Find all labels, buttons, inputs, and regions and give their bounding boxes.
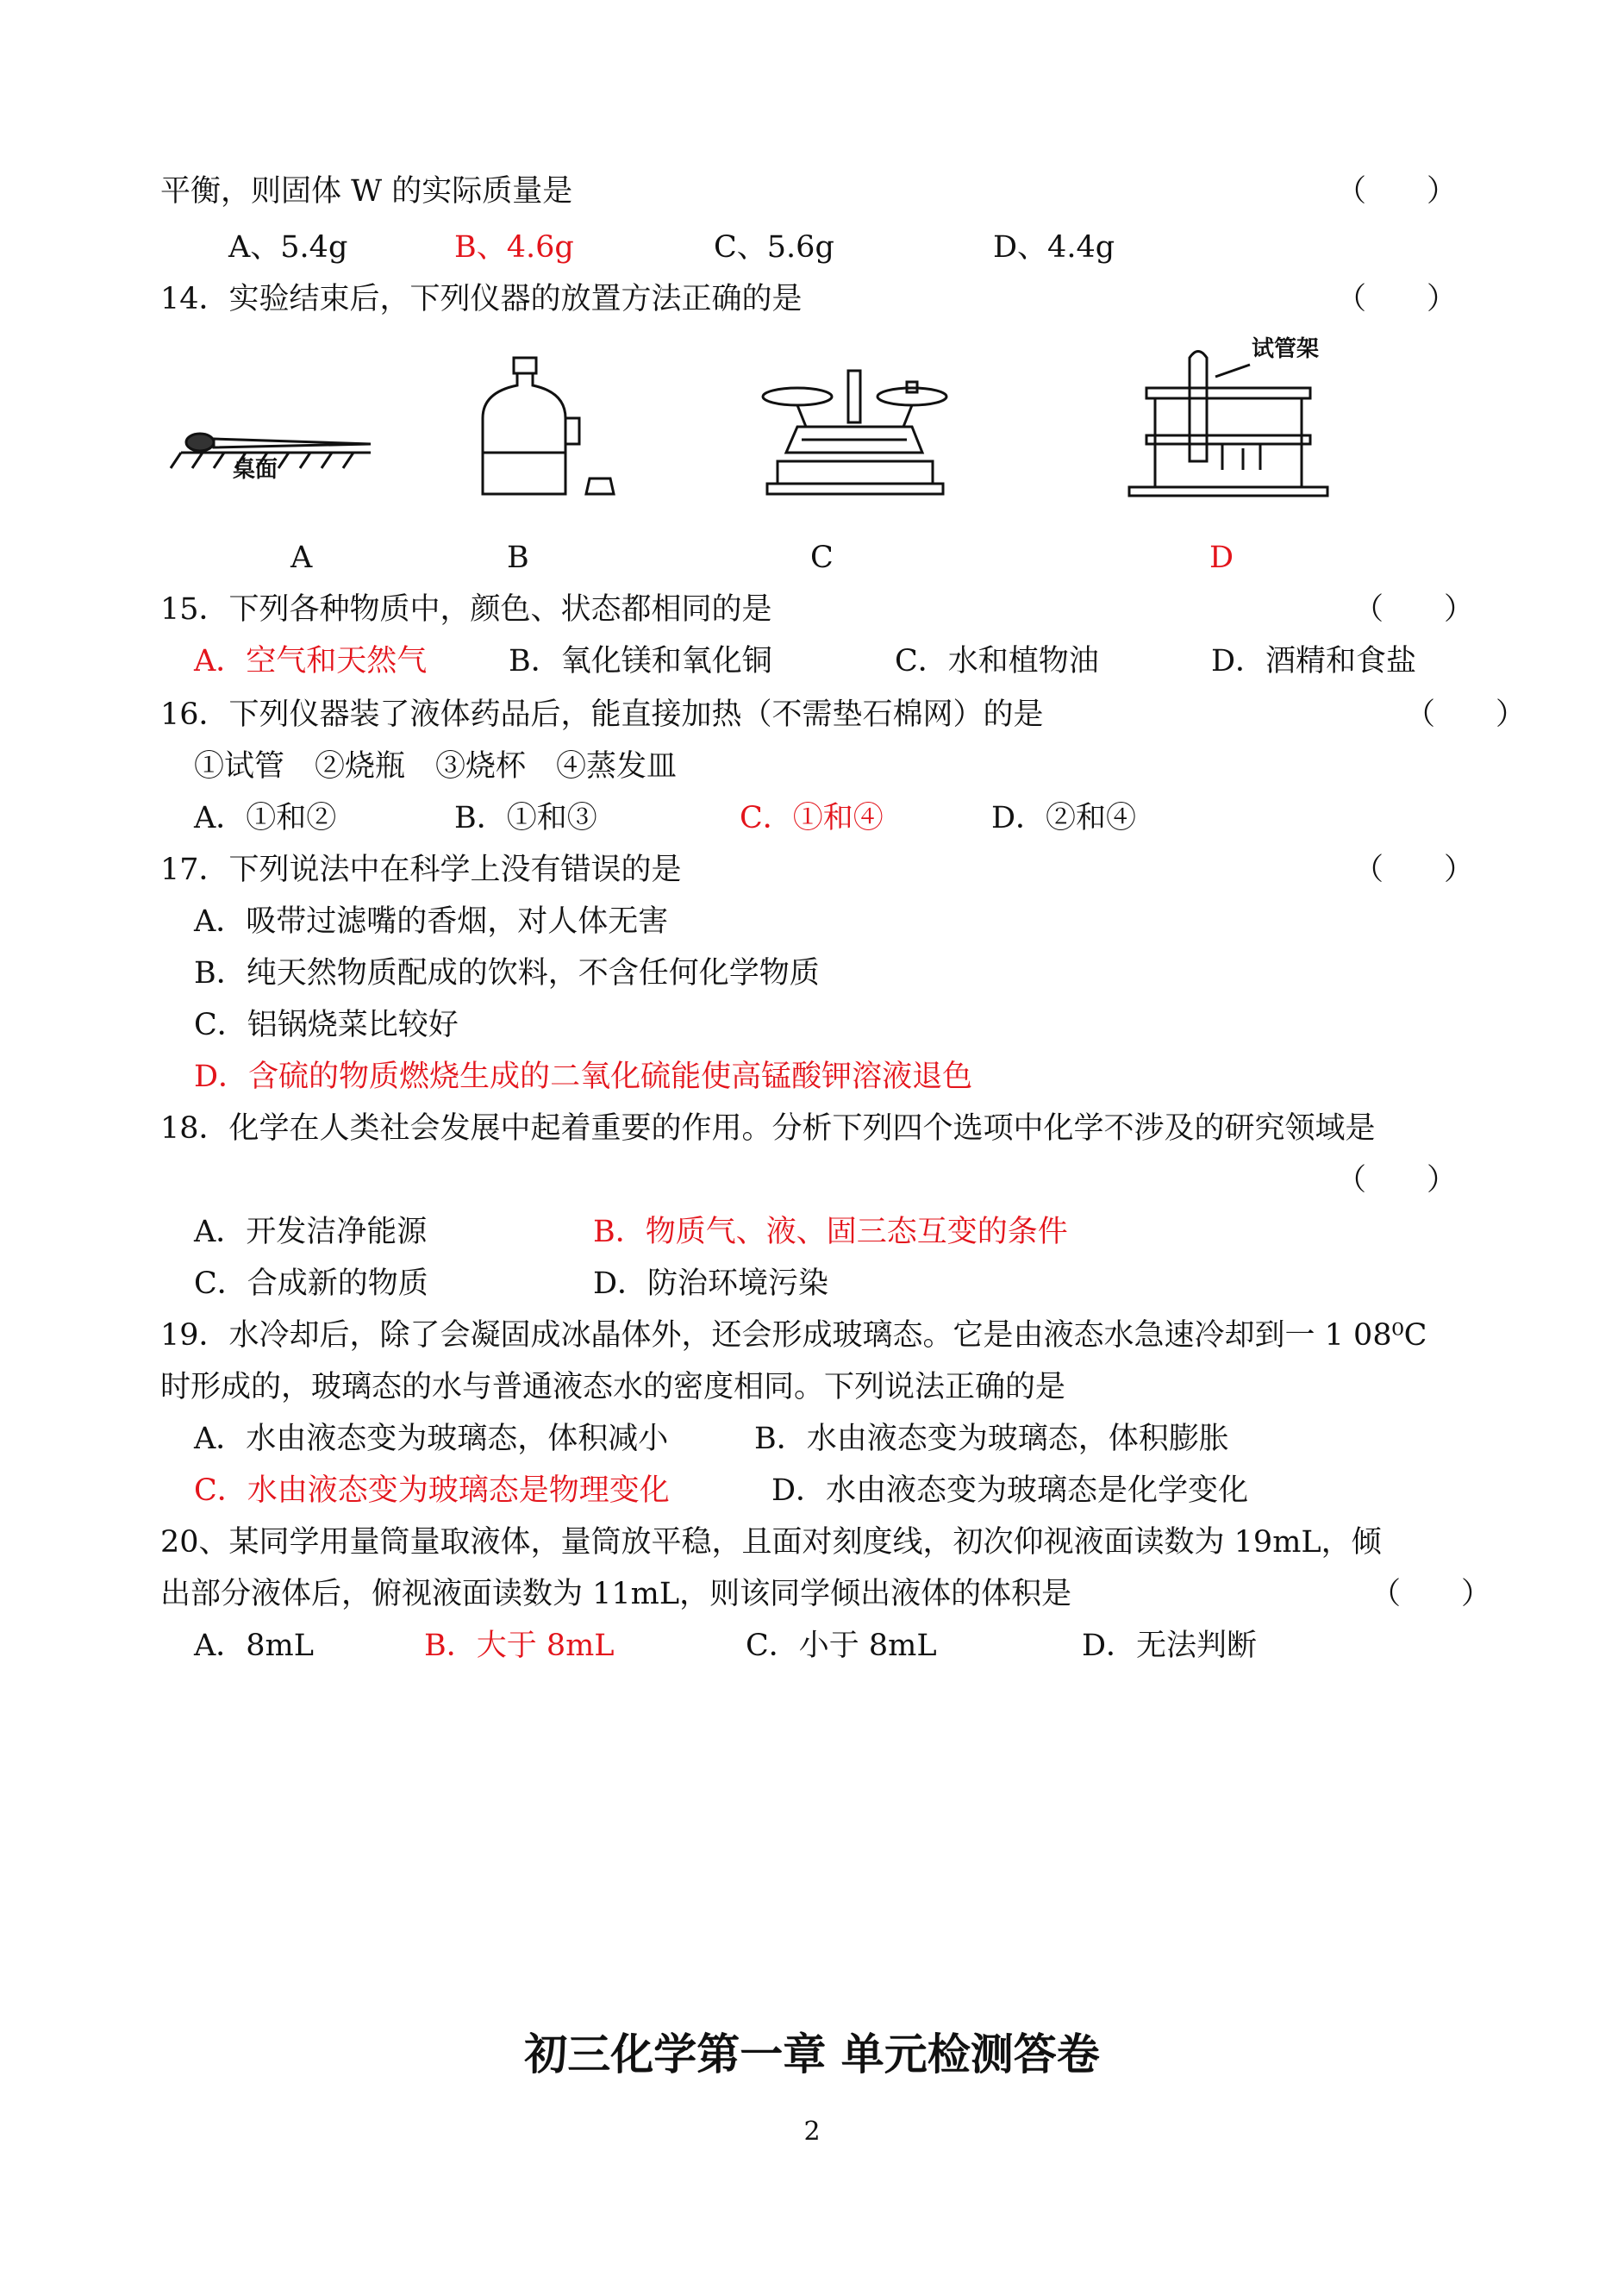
q16-option-c: C．①和④ [740, 801, 884, 835]
q20-option-d: D．无法判断 [1082, 1629, 1258, 1663]
q15-stem: 15．下列各种物质中，颜色、状态都相同的是 [160, 592, 772, 627]
page-number: 2 [803, 2117, 821, 2147]
q20-stem-line1: 20、某同学用量筒量取液体，量筒放平稳，且面对刻度线，初次仰视液面读数为 19mL，倾 [160, 1525, 1382, 1560]
q17-option-b: B．纯天然物质配成的饮料，不含任何化学物质 [194, 956, 820, 991]
q17-paren: （ ） [1353, 853, 1475, 887]
q16-stem: 16．下列仪器装了液体药品后，能直接加热（不需垫石棉网）的是 [160, 697, 1044, 732]
q16-option-b: B．①和③ [454, 801, 597, 835]
q15-option-a: A．空气和天然气 [194, 644, 428, 678]
q19-option-c: C．水由液态变为玻璃态是物理变化 [194, 1473, 670, 1508]
q15-paren: （ ） [1353, 592, 1475, 627]
q14-label-a: A [290, 541, 313, 575]
q19-option-a: A．水由液态变为玻璃态，体积减小 [194, 1422, 669, 1456]
q20-option-b: B．大于 8mL [424, 1629, 615, 1663]
q15-option-b: B．氧化镁和氧化铜 [509, 644, 772, 678]
q14-label-b: B [507, 541, 529, 575]
q13-option-b: B、4.6g [454, 230, 574, 265]
q16-paren: （ ） [1405, 697, 1527, 732]
q20-stem-line2: 出部分液体后，俯视液面读数为 11mL，则该同学倾出液体的体积是 [160, 1577, 1072, 1611]
q19-option-d: D．水由液态变为玻璃态是化学变化 [771, 1473, 1249, 1508]
q13-option-c: C、5.6g [714, 230, 834, 265]
q19-stem-line2: 时形成的，玻璃态的水与普通液态水的密度相同。下列说法正确的是 [160, 1370, 1066, 1404]
q20-option-c: C．小于 8mL [746, 1629, 937, 1663]
reagent-bottle-icon [483, 358, 614, 494]
q15-option-c: C．水和植物油 [895, 644, 1099, 678]
q13-option-a: A、5.4g [228, 230, 348, 265]
q17-stem: 17．下列说法中在科学上没有错误的是 [160, 853, 682, 887]
q14-label-c: C [810, 541, 834, 575]
q20-option-a: A．8mL [194, 1629, 314, 1663]
q14-label-d: D [1209, 541, 1234, 575]
q20-paren: （ ） [1371, 1577, 1492, 1611]
q18-option-c: C．合成新的物质 [194, 1266, 428, 1301]
table-label: 桌面 [233, 457, 278, 483]
q16-items: ①试管 ②烧瓶 ③烧杯 ④蒸发皿 [194, 749, 678, 784]
q13-option-d: D、4.4g [993, 230, 1115, 265]
q17-option-c: C．铝锅烧菜比较好 [194, 1008, 459, 1042]
q16-option-a: A．①和② [194, 801, 337, 835]
balance-icon [763, 371, 946, 494]
q14-paren: （ ） [1336, 282, 1458, 316]
q15-option-d: D．酒精和食盐 [1211, 644, 1417, 678]
q16-option-d: D．②和④ [991, 801, 1137, 835]
rack-label: 试管架 [1252, 336, 1320, 362]
q13-paren: （ ） [1336, 174, 1458, 209]
q13-stem: 平衡，则固体 W 的实际质量是 [160, 174, 573, 209]
q17-option-a: A．吸带过滤嘴的香烟，对人体无害 [194, 904, 669, 939]
q18-option-d: D．防治环境污染 [593, 1266, 829, 1301]
q18-paren: （ ） [1336, 1163, 1458, 1198]
q18-stem: 18．化学在人类社会发展中起着重要的作用。分析下列四个选项中化学不涉及的研究领域是 [160, 1111, 1376, 1146]
q18-option-b: B．物质气、液、固三态互变的条件 [593, 1215, 1068, 1249]
q18-option-a: A．开发洁净能源 [194, 1215, 428, 1249]
test-tube-rack-icon [1129, 352, 1327, 497]
answer-sheet-title: 初三化学第一章 单元检测答卷 [524, 2029, 1100, 2079]
q19-stem-line1: 19．水冷却后，除了会凝固成冰晶体外，还会形成玻璃态。它是由液态水急速冷却到一 1 08⁰C [160, 1318, 1427, 1353]
q17-option-d: D．含硫的物质燃烧生成的二氧化硫能使高锰酸钾溶液退色 [194, 1060, 973, 1094]
q14-stem: 14．实验结束后，下列仪器的放置方法正确的是 [160, 282, 803, 316]
q14-apparatus-figure [164, 332, 1353, 513]
q19-option-b: B．水由液态变为玻璃态，体积膨胀 [754, 1422, 1229, 1456]
